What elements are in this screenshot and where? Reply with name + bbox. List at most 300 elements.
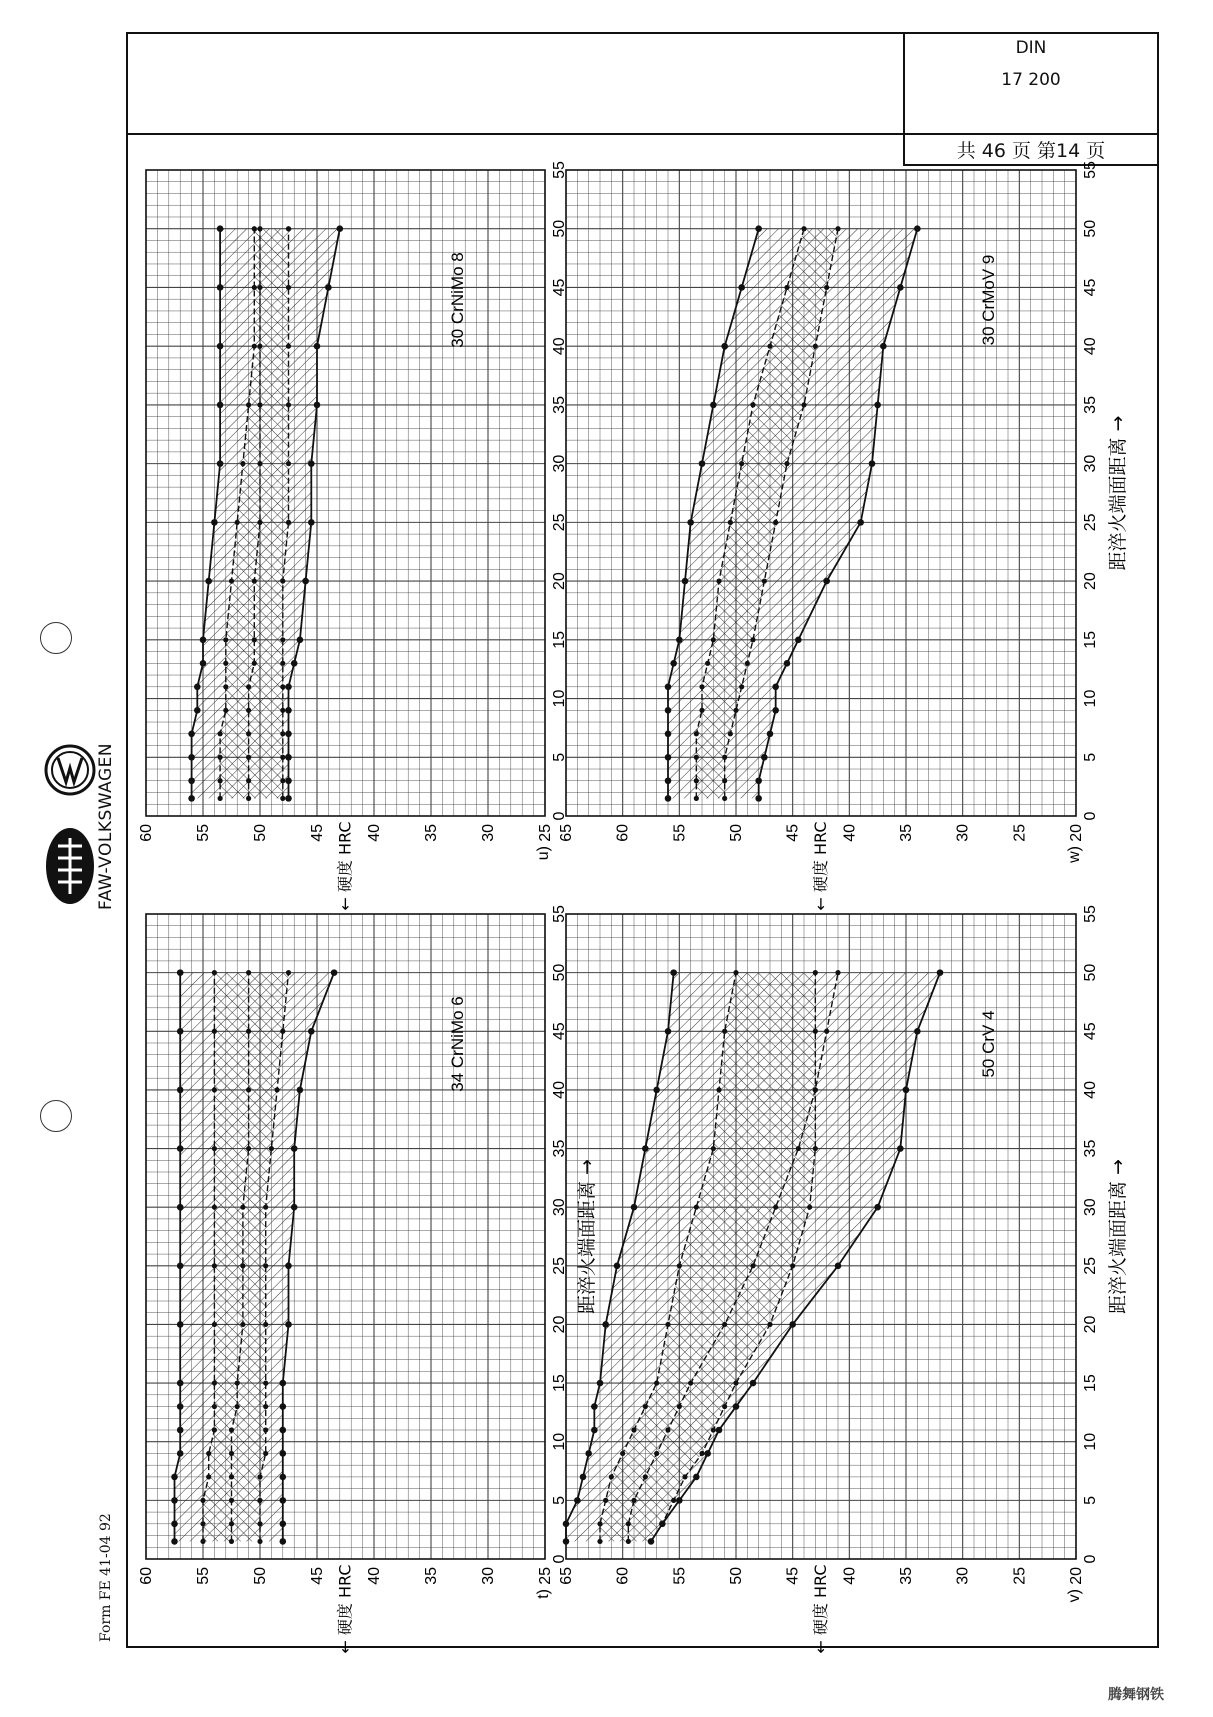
- hrc-tick-label: 65: [558, 824, 575, 842]
- data-point: [597, 1539, 602, 1544]
- data-point: [682, 1474, 687, 1479]
- data-point: [240, 461, 245, 466]
- data-point: [665, 754, 672, 761]
- data-point: [773, 1205, 778, 1210]
- data-point: [246, 778, 251, 783]
- distance-tick-label: 40: [551, 1081, 568, 1099]
- data-point: [733, 1403, 740, 1410]
- distance-tick-label: 40: [551, 337, 568, 356]
- data-point: [171, 1521, 178, 1528]
- data-point: [631, 1498, 636, 1503]
- data-point: [188, 730, 195, 737]
- data-point: [217, 402, 224, 409]
- data-point: [212, 1427, 217, 1432]
- data-point: [903, 1087, 910, 1094]
- data-point: [722, 1404, 727, 1409]
- distance-tick-label: 30: [1082, 1198, 1099, 1217]
- data-point: [772, 707, 779, 714]
- data-point: [285, 795, 292, 802]
- watermark: 腾舞钢铁: [1108, 1687, 1164, 1703]
- data-point: [665, 684, 672, 691]
- data-point: [280, 1380, 287, 1387]
- data-point: [229, 578, 234, 583]
- data-point: [246, 1029, 251, 1034]
- data-point: [694, 755, 699, 760]
- data-point: [620, 1451, 625, 1456]
- data-point: [246, 796, 251, 801]
- hrc-tick-label: 40: [841, 824, 859, 842]
- data-point: [235, 1404, 240, 1409]
- hrc-tick-label: 50: [252, 824, 269, 842]
- distance-tick-label: 5: [551, 1495, 568, 1505]
- data-point: [194, 707, 201, 714]
- data-point: [291, 660, 298, 667]
- data-point: [665, 707, 672, 714]
- distance-tick-label: 20: [1082, 1315, 1099, 1334]
- data-point: [314, 402, 321, 409]
- distance-tick-label: 15: [551, 1374, 568, 1392]
- data-point: [212, 1322, 217, 1327]
- distance-tick-label: 5: [551, 752, 568, 762]
- data-point: [813, 1087, 818, 1092]
- data-point: [614, 1263, 621, 1270]
- data-point: [711, 1146, 716, 1151]
- data-point: [252, 578, 257, 583]
- data-point: [177, 1450, 184, 1457]
- data-point: [257, 1498, 262, 1503]
- data-point: [200, 637, 207, 644]
- data-point: [217, 284, 224, 291]
- data-point: [739, 684, 744, 689]
- data-point: [813, 344, 818, 349]
- data-point: [263, 1427, 268, 1432]
- data-point: [869, 460, 876, 467]
- y-axis-label: ← 硬度 HRC: [335, 1564, 355, 1654]
- data-point: [739, 461, 744, 466]
- data-point: [580, 1474, 587, 1481]
- data-point: [252, 661, 257, 666]
- distance-tick-label: 50: [1082, 963, 1099, 982]
- data-point: [603, 1498, 608, 1503]
- data-point: [246, 970, 251, 975]
- chart-title: 30 CrMoV 9: [979, 254, 998, 346]
- data-point: [217, 225, 224, 232]
- data-point: [801, 226, 806, 231]
- data-point: [286, 344, 291, 349]
- x-axis-label: 距淬火端面距离 →: [1107, 415, 1129, 571]
- data-point: [687, 519, 694, 526]
- data-point: [591, 1427, 598, 1434]
- hrc-tick-label: 30: [954, 824, 972, 842]
- data-point: [677, 1263, 682, 1268]
- distance-tick-label: 10: [551, 689, 568, 708]
- data-point: [688, 1380, 693, 1385]
- data-point: [653, 1087, 660, 1094]
- data-point: [659, 1521, 666, 1528]
- data-point: [286, 285, 291, 290]
- data-point: [257, 1474, 262, 1479]
- data-point: [297, 637, 304, 644]
- distance-tick-label: 40: [1082, 337, 1099, 356]
- distance-tick-label: 35: [1082, 396, 1099, 414]
- hrc-tick-label: 55: [671, 1567, 689, 1585]
- data-point: [280, 796, 285, 801]
- data-point: [733, 970, 738, 975]
- data-point: [880, 343, 887, 350]
- hrc-tick-label: 25: [537, 1567, 554, 1585]
- hrc-tick-label: 60: [614, 1567, 632, 1585]
- data-point: [280, 661, 285, 666]
- data-point: [240, 1322, 245, 1327]
- data-point: [171, 1497, 178, 1504]
- hrc-tick-label: 50: [728, 1567, 745, 1585]
- brand-name: FAW-VOLKSWAGEN: [96, 742, 116, 910]
- data-point: [188, 777, 195, 784]
- distance-tick-label: 45: [1082, 1022, 1099, 1041]
- distance-tick-label: 5: [1082, 752, 1099, 762]
- distance-tick-label: 30: [551, 1198, 568, 1217]
- distance-tick-label: 30: [551, 454, 568, 473]
- data-point: [874, 402, 881, 409]
- data-point: [280, 578, 285, 583]
- data-point: [235, 520, 240, 525]
- hrc-tick-label: 25: [537, 824, 554, 842]
- data-point: [200, 660, 207, 667]
- data-point: [257, 1539, 262, 1544]
- data-point: [665, 795, 672, 802]
- data-point: [795, 637, 802, 644]
- hrc-tick-label: 60: [138, 1567, 155, 1585]
- data-point: [602, 1321, 609, 1328]
- data-point: [212, 1205, 217, 1210]
- data-point: [246, 755, 251, 760]
- data-point: [285, 707, 292, 714]
- data-point: [217, 460, 224, 467]
- data-point: [665, 730, 672, 737]
- data-point: [285, 754, 292, 761]
- distance-tick-label: 45: [551, 278, 568, 297]
- data-point: [200, 1521, 205, 1526]
- data-point: [246, 1146, 251, 1151]
- data-point: [229, 1427, 234, 1432]
- data-point: [745, 661, 750, 666]
- distance-tick-label: 30: [1082, 454, 1099, 473]
- y-axis-label: ← 硬度 HRC: [811, 1564, 830, 1654]
- data-point: [263, 1404, 268, 1409]
- data-point: [171, 1538, 178, 1545]
- distance-tick-label: 35: [1082, 1139, 1099, 1158]
- distance-tick-label: 25: [1082, 513, 1099, 532]
- data-point: [755, 777, 762, 784]
- data-point: [835, 1263, 842, 1270]
- data-point: [212, 1087, 217, 1092]
- distance-tick-label: 25: [551, 513, 568, 532]
- data-point: [308, 1028, 315, 1035]
- data-point: [257, 461, 262, 466]
- data-point: [177, 1263, 184, 1270]
- hrc-tick-label: 55: [195, 1567, 212, 1585]
- data-point: [252, 226, 257, 231]
- data-point: [206, 1451, 211, 1456]
- data-point: [897, 284, 904, 291]
- data-point: [609, 1474, 614, 1479]
- data-point: [676, 1497, 683, 1504]
- data-point: [789, 1321, 796, 1328]
- data-point: [229, 1521, 234, 1526]
- hrc-tick-label: 20: [1068, 1567, 1085, 1585]
- data-point: [223, 684, 228, 689]
- data-point: [728, 520, 733, 525]
- data-point: [286, 970, 291, 975]
- data-point: [699, 1451, 704, 1456]
- data-point: [223, 661, 228, 666]
- data-point: [643, 1474, 648, 1479]
- data-point: [597, 1521, 602, 1526]
- data-point: [218, 731, 223, 736]
- data-point: [280, 1497, 287, 1504]
- chart-panel-v: [558, 905, 1129, 1654]
- data-point: [857, 519, 864, 526]
- data-point: [733, 708, 738, 713]
- data-point: [693, 1474, 700, 1481]
- data-point: [263, 1263, 268, 1268]
- data-point: [631, 1204, 638, 1211]
- data-point: [694, 796, 699, 801]
- data-point: [263, 1322, 268, 1327]
- data-point: [716, 578, 721, 583]
- data-point: [257, 344, 262, 349]
- distance-tick-label: 55: [551, 161, 568, 179]
- data-point: [285, 777, 292, 784]
- data-point: [738, 284, 745, 291]
- data-point: [280, 1403, 287, 1410]
- data-point: [597, 1380, 604, 1387]
- data-point: [177, 969, 184, 976]
- data-point: [280, 684, 285, 689]
- data-point: [784, 461, 789, 466]
- data-point: [585, 1450, 592, 1457]
- data-point: [212, 1380, 217, 1385]
- data-point: [699, 460, 706, 467]
- data-point: [699, 708, 704, 713]
- data-point: [722, 755, 727, 760]
- data-point: [694, 1205, 699, 1210]
- data-point: [722, 1029, 727, 1034]
- data-point: [682, 578, 689, 585]
- distance-tick-label: 0: [551, 811, 568, 821]
- data-point: [677, 1404, 682, 1409]
- data-point: [286, 461, 291, 466]
- data-point: [733, 1380, 738, 1385]
- hrc-tick-label: 30: [480, 1567, 497, 1585]
- data-point: [762, 578, 767, 583]
- distance-tick-label: 25: [551, 1256, 568, 1275]
- distance-tick-label: 50: [551, 219, 568, 238]
- data-point: [790, 1263, 795, 1268]
- data-point: [676, 637, 683, 644]
- distance-tick-label: 45: [1082, 278, 1099, 297]
- data-point: [286, 520, 291, 525]
- distance-tick-label: 10: [1082, 1432, 1099, 1451]
- data-point: [665, 1322, 670, 1327]
- data-point: [177, 1204, 184, 1211]
- data-point: [263, 1205, 268, 1210]
- data-point: [246, 402, 251, 407]
- data-point: [177, 1427, 184, 1434]
- data-point: [291, 1204, 298, 1211]
- hrc-tick-label: 30: [954, 1567, 972, 1585]
- chart-title: 30 CrNiMo 8: [448, 252, 467, 348]
- data-point: [728, 731, 733, 736]
- data-point: [302, 578, 309, 585]
- distance-tick-label: 5: [1082, 1495, 1099, 1505]
- data-point: [914, 225, 921, 232]
- data-point: [205, 578, 212, 585]
- data-point: [773, 520, 778, 525]
- hrc-tick-label: 50: [728, 824, 745, 842]
- distance-tick-label: 15: [1082, 630, 1099, 649]
- distance-tick-label: 0: [1082, 1554, 1099, 1564]
- hrc-tick-label: 35: [423, 1567, 440, 1585]
- distance-tick-label: 0: [551, 1554, 568, 1564]
- data-point: [767, 1322, 772, 1327]
- page-info: 共 46 页 第14 页: [956, 140, 1106, 162]
- data-point: [177, 1145, 184, 1152]
- data-point: [722, 796, 727, 801]
- data-point: [801, 402, 806, 407]
- data-point: [177, 1028, 184, 1035]
- hrc-tick-label: 30: [480, 824, 497, 842]
- data-point: [755, 795, 762, 802]
- data-point: [280, 1521, 287, 1528]
- data-point: [223, 708, 228, 713]
- data-point: [648, 1538, 655, 1545]
- data-point: [177, 1380, 184, 1387]
- data-point: [286, 402, 291, 407]
- data-point: [937, 969, 944, 976]
- data-point: [308, 460, 315, 467]
- data-point: [263, 1451, 268, 1456]
- data-point: [286, 226, 291, 231]
- data-point: [331, 969, 338, 976]
- data-point: [188, 795, 195, 802]
- distance-tick-label: 15: [1082, 1374, 1099, 1392]
- data-point: [257, 1521, 262, 1526]
- data-point: [563, 1521, 570, 1528]
- data-point: [280, 1450, 287, 1457]
- data-point: [280, 1427, 287, 1434]
- data-point: [229, 1474, 234, 1479]
- data-point: [200, 1539, 205, 1544]
- data-point: [257, 226, 262, 231]
- data-point: [218, 778, 223, 783]
- din-label: DIN: [1015, 38, 1047, 58]
- distance-tick-label: 10: [551, 1432, 568, 1451]
- distance-tick-label: 50: [551, 963, 568, 982]
- data-point: [755, 225, 762, 232]
- data-point: [223, 637, 228, 642]
- data-point: [665, 1028, 672, 1035]
- data-point: [813, 970, 818, 975]
- data-point: [824, 1029, 829, 1034]
- data-point: [177, 1087, 184, 1094]
- hrc-tick-label: 40: [841, 1567, 859, 1585]
- data-point: [246, 1087, 251, 1092]
- x-axis-label: 距淬火端面距离 →: [576, 1159, 598, 1314]
- data-point: [218, 796, 223, 801]
- data-point: [229, 1539, 234, 1544]
- data-point: [721, 343, 728, 350]
- chart-panel-u: [138, 161, 568, 911]
- data-point: [291, 1145, 298, 1152]
- data-point: [240, 1205, 245, 1210]
- data-point: [767, 344, 772, 349]
- data-point: [297, 1087, 304, 1094]
- data-point: [280, 1474, 287, 1481]
- data-point: [761, 754, 768, 761]
- data-point: [206, 1474, 211, 1479]
- hrc-tick-label: 65: [558, 1567, 575, 1585]
- data-point: [212, 1263, 217, 1268]
- data-point: [252, 637, 257, 642]
- data-point: [665, 1427, 670, 1432]
- data-point: [229, 1498, 234, 1503]
- distance-tick-label: 55: [551, 905, 568, 923]
- data-point: [177, 1403, 184, 1410]
- data-point: [750, 637, 755, 642]
- distance-tick-label: 20: [1082, 572, 1099, 590]
- data-point: [654, 1451, 659, 1456]
- data-point: [914, 1028, 921, 1035]
- distance-tick-label: 35: [551, 1139, 568, 1158]
- data-point: [643, 1404, 648, 1409]
- panel-tag: v): [1066, 1589, 1083, 1603]
- x-axis-label: 距淬火端面距离 →: [1107, 1159, 1129, 1314]
- hrc-tick-label: 35: [423, 824, 440, 842]
- data-point: [772, 684, 779, 691]
- data-point: [246, 731, 251, 736]
- data-point: [671, 1498, 676, 1503]
- hrc-tick-label: 45: [309, 1567, 326, 1585]
- data-point: [263, 1380, 268, 1385]
- hrc-tick-label: 25: [1011, 1567, 1029, 1585]
- data-point: [337, 225, 344, 232]
- data-point: [257, 520, 262, 525]
- data-point: [704, 1450, 711, 1457]
- data-point: [784, 660, 791, 667]
- data-point: [211, 519, 218, 526]
- chart-title: 34 CrNiMo 6: [448, 996, 467, 1092]
- data-point: [171, 1474, 178, 1481]
- data-point: [212, 970, 217, 975]
- data-point: [711, 637, 716, 642]
- data-point: [835, 970, 840, 975]
- hrc-tick-label: 40: [366, 824, 383, 842]
- data-point: [212, 1146, 217, 1151]
- data-point: [563, 1538, 570, 1545]
- data-point: [217, 343, 224, 350]
- hrc-tick-label: 25: [1011, 823, 1029, 842]
- distance-tick-label: 15: [551, 630, 568, 649]
- distance-tick-label: 10: [1082, 689, 1099, 708]
- chart-panel-t: [138, 905, 598, 1654]
- data-point: [642, 1145, 649, 1152]
- form-code: Form FE 41-04 92: [98, 1513, 114, 1642]
- distance-tick-label: 50: [1082, 219, 1099, 238]
- data-point: [280, 778, 285, 783]
- distance-tick-label: 45: [551, 1022, 568, 1041]
- hrc-tick-label: 50: [252, 1567, 269, 1585]
